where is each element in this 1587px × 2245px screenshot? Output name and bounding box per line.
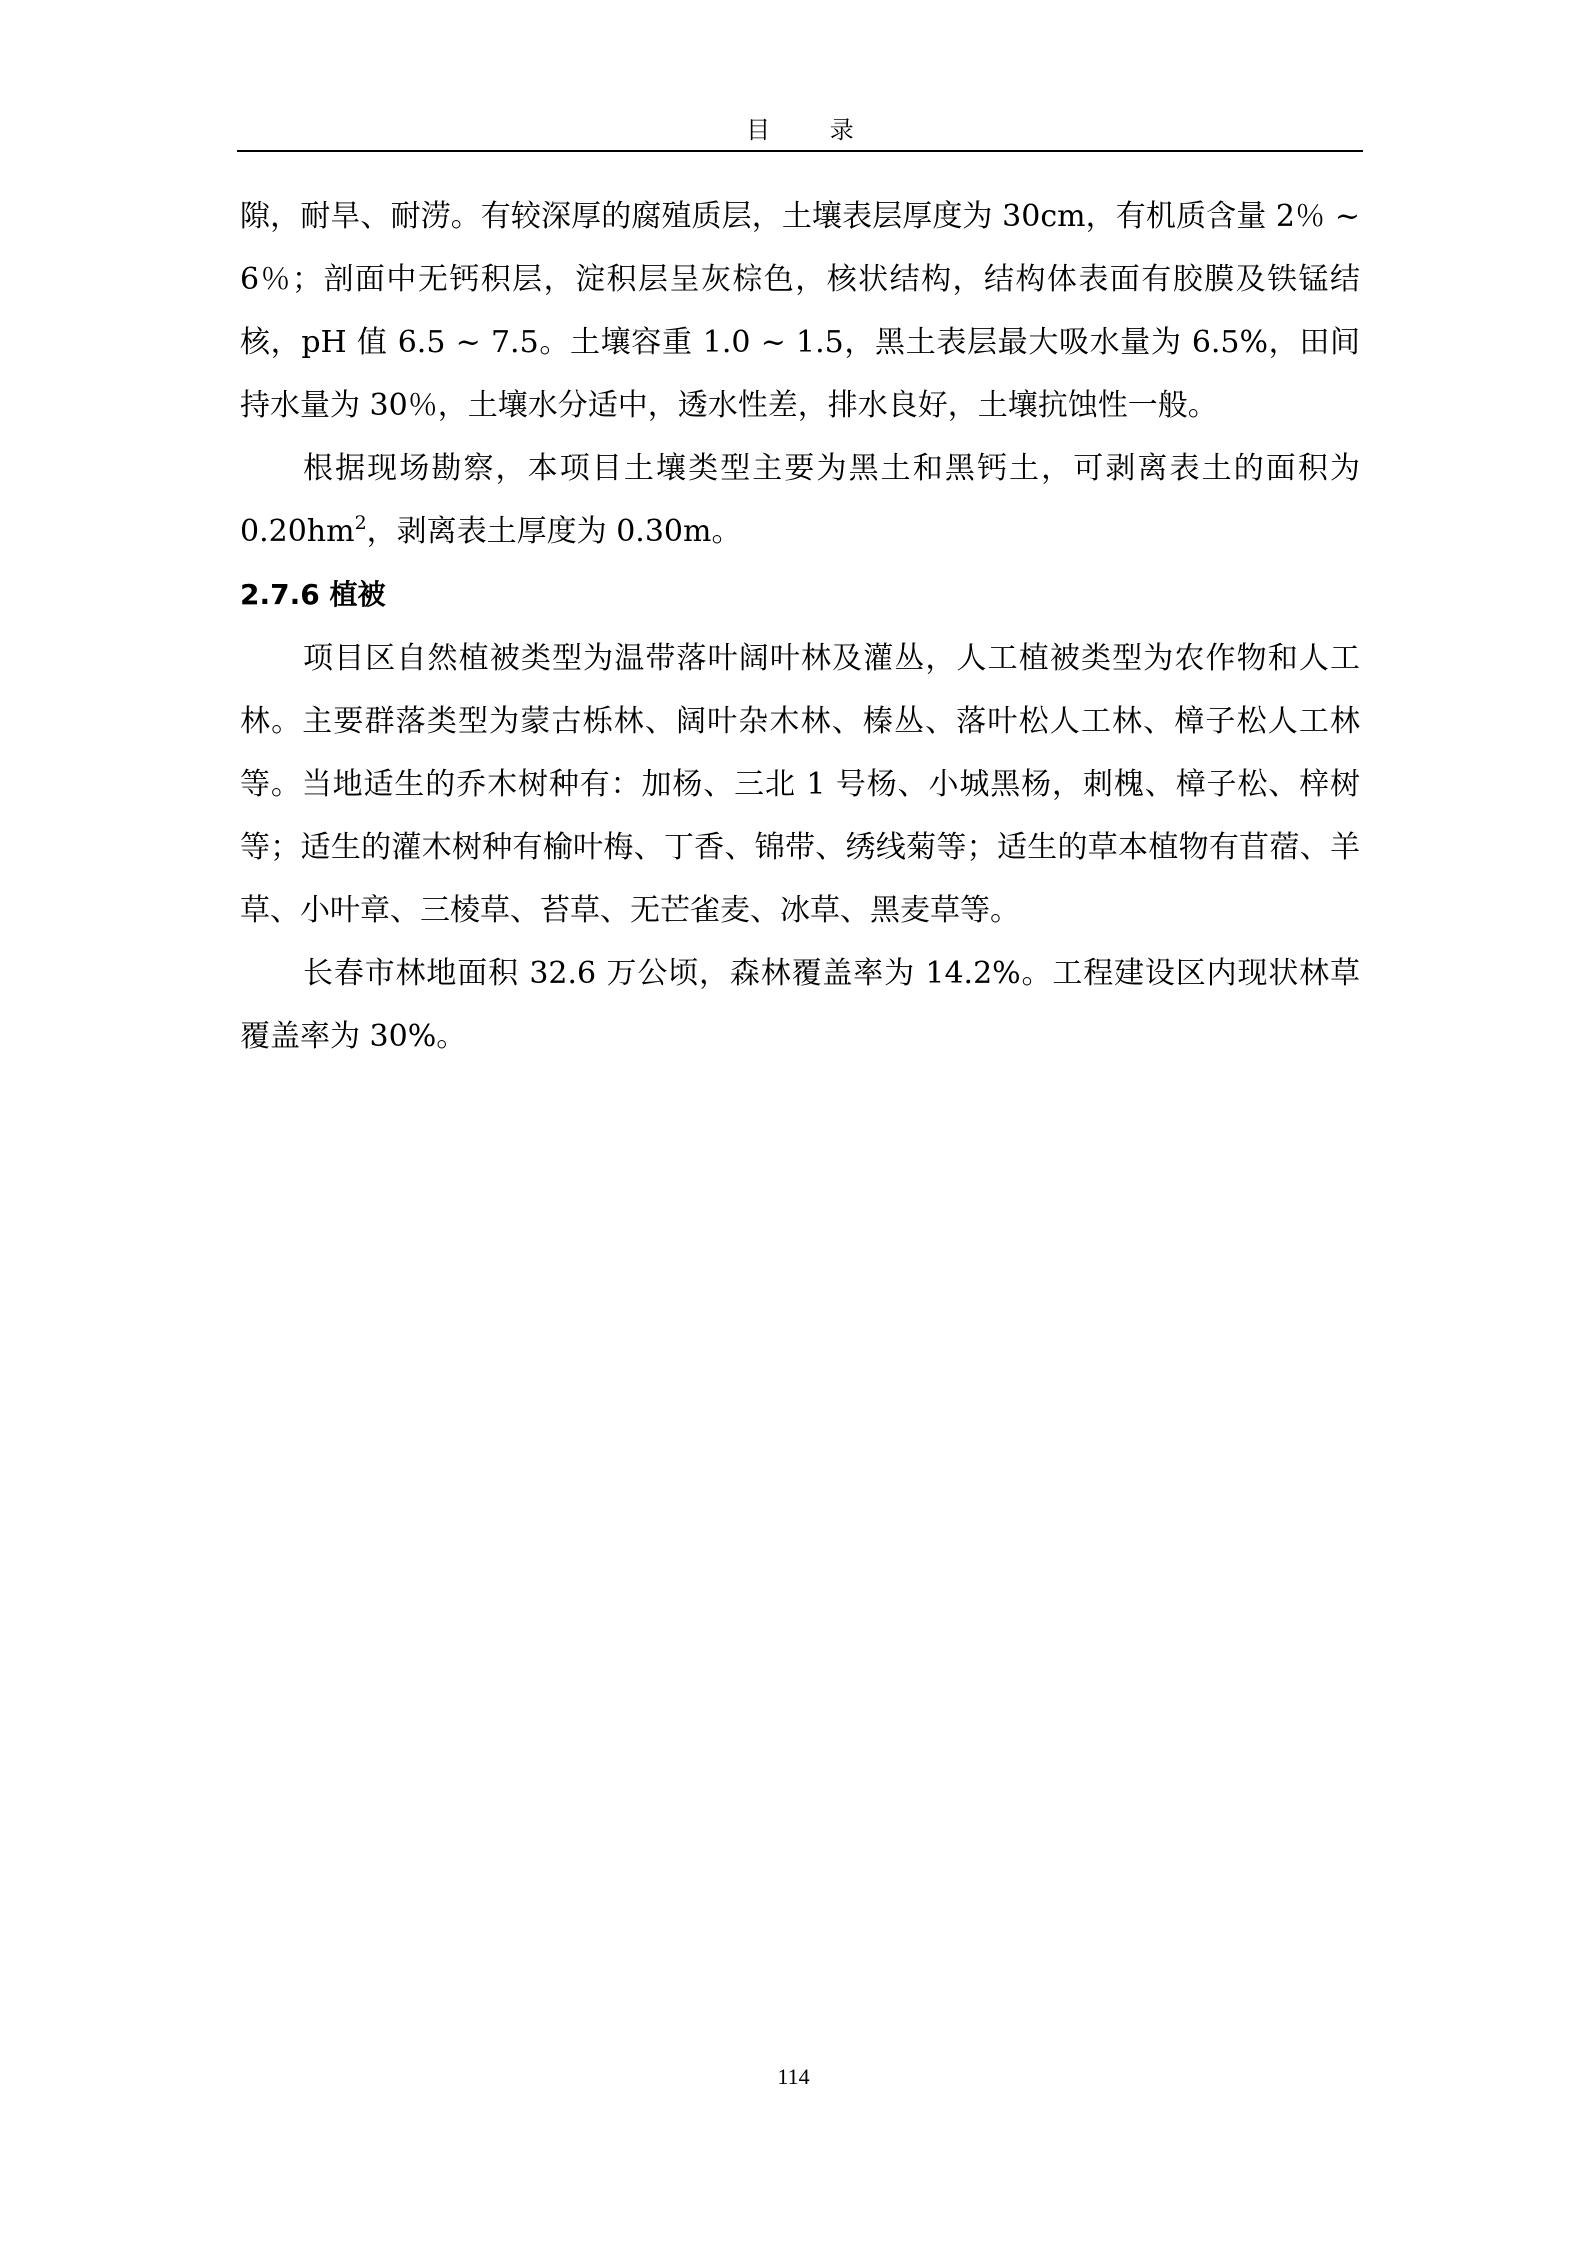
- page-number: 114: [777, 2064, 810, 2089]
- paragraph-soil-properties: 隙，耐旱、耐涝。有较深厚的腐殖质层，土壤表层厚度为 30cm，有机质含量 2％ ~ 6％；剖面中无钙积层，淀积层呈灰棕色，核状结构，结构体表面有胶膜及铁锰结核，pH 值 6.5 ~ 7.5。土壤容重 1.0 ~ 1.5，黑土表层最大吸水量为 6.5%，田间持水量为 30％，土壤水分适中，透水性差，排水良好，土壤抗蚀性一般。: [240, 199, 1360, 423]
- area-unit-superscript: 2: [354, 512, 367, 534]
- document-body: [240, 185, 1360, 1068]
- section-heading-vegetation: 2.7.6 植被: [240, 578, 386, 611]
- soil-survey-tail: ，剥离表土厚度为 0.30m。: [366, 514, 742, 549]
- paragraph-forest-coverage: 长春市林地面积 32.6 万公顷，森林覆盖率为 14.2%。工程建设区内现状林草覆盖率为 30%。: [240, 956, 1360, 1054]
- paragraph-soil-survey: [240, 437, 1360, 563]
- header-title: 目 录: [746, 116, 880, 144]
- paragraph-vegetation-types: 项目区自然植被类型为温带落叶阔叶林及灌丛，人工植被类型为农作物和人工林。主要群落类型为蒙古栎林、阔叶杂木林、榛丛、落叶松人工林、樟子松人工林等。当地适生的乔木树种有：加杨、三北 1 号杨、小城黑杨，刺槐、樟子松、梓树等；适生的灌木树种有榆叶梅、丁香、锦带、绣线菊等；适生的草本植物有苜蓿、羊草、小叶章、三棱草、苔草、无芒雀麦、冰草、黑麦草等。: [240, 641, 1360, 928]
- page-header: [237, 112, 1363, 152]
- soil-survey-text: 根据现场勘察，本项目土壤类型主要为黑土和黑钙土，可剥离表土的面积为 0.20hm: [240, 451, 1360, 549]
